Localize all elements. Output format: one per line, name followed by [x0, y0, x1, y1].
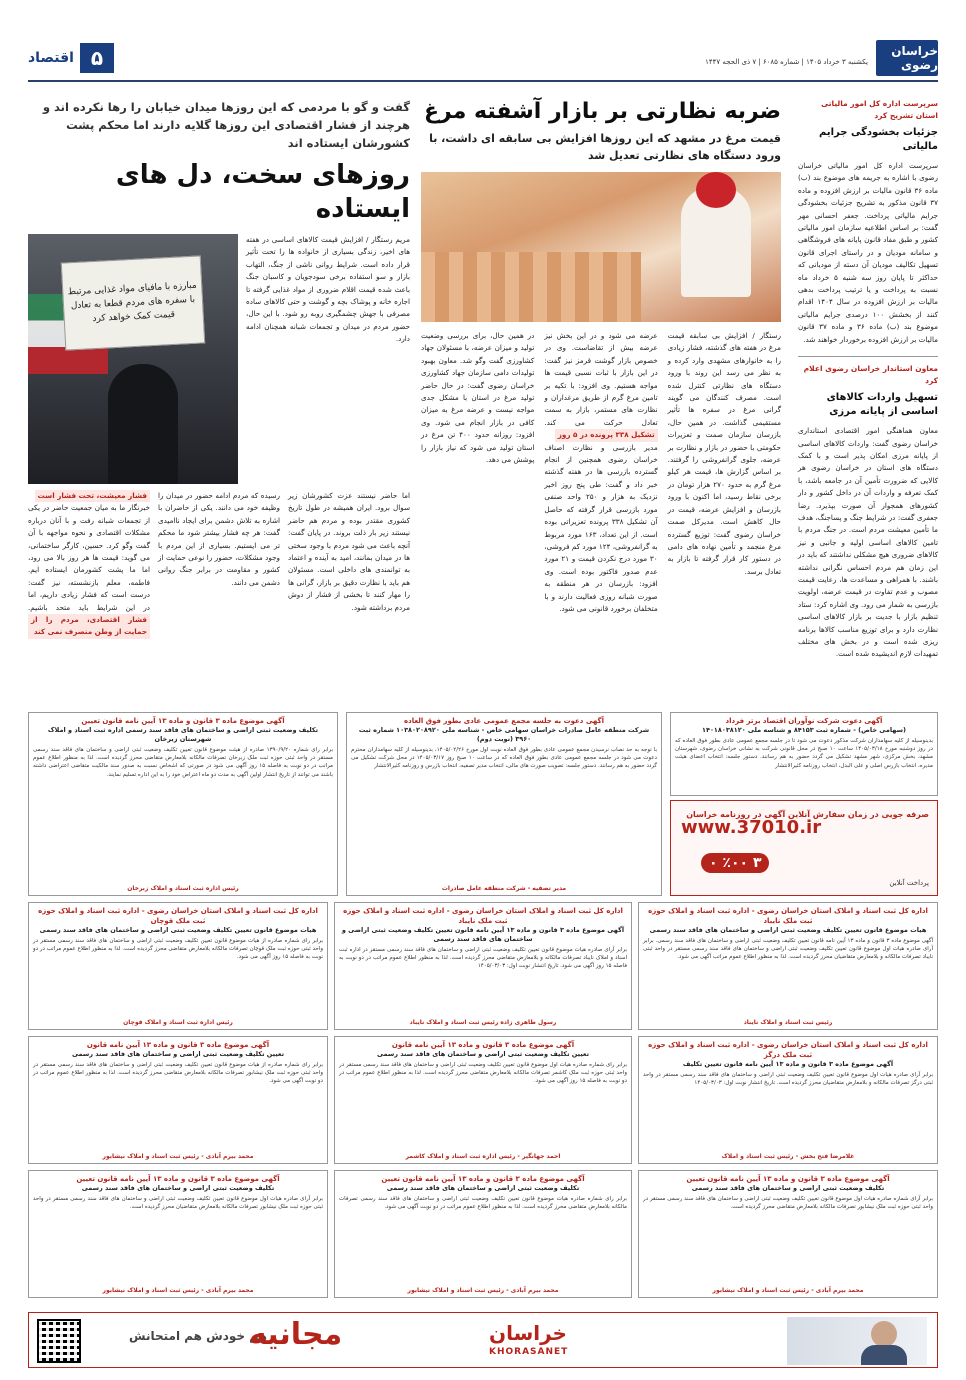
left-column-b1-text: خبرنگار ما به میان جمعیت حاضر در یکی از تجمعات شبانه رفت و با آنان درباره مشکلات اقتصادی و نحوه مواجهه با آن گفت وگو کرد. حسین، کارگر ساختمانی، می گوید: قیمت ها هر روز بالا می رود، اما ما پشت کشورمان ایستاده ایم. فاطمه، معلم بازنشسته، نیز گفت: درست است که فشار زیادی داریم، اما در این شرایط باید متحد باشیم. [28, 503, 150, 612]
ad-box [28, 902, 328, 1030]
ad-body: برابر رای شماره صادره از هیات موضوع قانون تعیین تکلیف وضعیت ثبتی اراضی و ساختمان های فاقد سند رسمی مستقر در واحد ثبتی حوزه ثبت ملک قوچان تصرفات مالکانه بلامعارض متقاضی محرز گردیده است. لذا به منظور اطلاع عموم مراتب در دو نوبت به فاصله ۱۵ روز آگهی می شود. [33, 938, 323, 961]
ad-body: برابر آرای صادره هیات اول موضوع قانون تعیین تکلیف وضعیت ثبتی اراضی و ساختمان های فاقد سند رسمی مستقر در واحد ثبتی درگز تصرفات مالکانه و بلامعارض متقاضیان محرز گردیده است. تاریخ انتشار نوبت اول: ۱۴۰۵/۰۳/۰۳ [643, 1072, 933, 1087]
article-subhead: تشکیل ۳۳۸ پرونده در ۵ روز [555, 429, 658, 441]
ad-footer: غلامرضا فتح بخش - رئیس ثبت اسناد و املاک [721, 1153, 855, 1160]
ad-body: برابر رای شماره ۱۳۹۰/۹/۲۰ صادره از هیئت موضوع قانون تعیین تکلیف وضعیت ثبتی اراضی و ساختمان های فاقد سند رسمی مستقر در واحد ثبتی حوزه ثبت ملک زبرخان تصرفات مالکانه بلامعارض متقاضی محرز گردیده است. لذا به منظور اطلاع عموم مراتب در دو نوبت به فاصله ۱۵ روز آگهی می شود در صورتی که اشخاص نسبت به صدور سند مالکیت متقاضی اعتراضی داشته باشند می توانند از تاریخ انتشار اولین آگهی به مدت دو ماه اعتراض خود را به این اداره تسلیم نمایند. [33, 747, 333, 778]
banner-brand-en: KHORASANET [489, 1347, 569, 1357]
banner-headline: مجانیه [249, 1317, 343, 1352]
ad-subtitle: تعیین تکلیف وضعیت ثبتی اراضی و ساختمان های فاقد سند رسمی [376, 1050, 590, 1058]
left-column-b2: رسیده که مردم ادامه حضور در میدان را وظیفه خود می دانند. یکی از حاضران با اشاره به تلاش دشمن برای ایجاد ناامیدی گفت: هر چه فشار بیشتر شود ما محکم تر می ایستیم. بسیاری از این مردم با وجود مشکلات، حضور را نوعی حمایت از کشور و مقاومت در برابر جنگ روانی دشمن می دانند. [158, 491, 280, 587]
ad-title: آگهی موضوع ماده ۳ قانون و ماده ۱۳ آیین نامه قانون تعیین [381, 1175, 585, 1183]
promo-price: ۳ ٪۰۰ ۰ [701, 853, 769, 873]
left-column-top: مریم رستگار / افزایش قیمت کالاهای اساسی در هفته های اخیر، زندگی بسیاری از خانواده ها را تحت تأثیر قرار داده است. شرایط روانی ناشی از جنگ، التهاب بازار و سو استفاده برخی سودجویان و کاسبان جنگ باعث شده قیمت اقلام ضروری از مواد غذایی گرفته تا اجاره خانه و پوشاک بچه و گوشت و حتی کالاهای ساده مصرفی با جهش چشمگیری روبه رو شود. با این حال، حضور مردم در میدان و تجمعات شبانه همچنان ادامه دارد. [246, 235, 410, 344]
ad-title: اداره کل ثبت اسناد و املاک استان خراسان رضوی - اداره ثبت اسناد و املاک حوزه ثبت ملک نایباد [648, 907, 928, 925]
sidebar-body-1: سرپرست اداره کل امور مالیاتی خراسان رضوی با اشاره به جریمه های موضوع بند (ب) ماده ۳۶ قانون مالیات بر ارزش افزوده و ماده ۳۷ قانون مذکور به تشریح جزئیات بخشودگی جرایم مالیاتی پرداخت. جعفر احسانی مهر گفت: بر اساس اطلاعیه سازمان امور مالیاتی کشور و طبق مفاد قانون پایانه های فروشگاهی و سامانه مودیان و در راستای اجرای قانون تسهیل تکالیف مودیان آن دسته از مودیانی که حداکثر تا پایان روز سه شنبه ۵ خرداد ماه نسبت به پرداخت و یا ترتیب پرداخت بدهی مالیات بر ارزش افزوده در سال ۱۴۰۴ اقدام کنند از بخشش ۱۰۰ درصدی جرایم مالیاتی موضوع بند (ب) ماده ۳۶ و ماده ۳۷ قانون مالیات بر ارزش افزوده برخوردار خواهند شد. [798, 161, 939, 344]
ad-title: آگهی موضوع ماده ۳ قانون و ماده ۱۳ آیین نامه قانون تعیین [76, 1175, 280, 1183]
ad-footer: محمد بیرم آبادی - رئیس ثبت اسناد و املاک نیشابور [407, 1287, 559, 1294]
ad-box [28, 1170, 328, 1298]
promo-label: صرفه جویی در زمان سفارش آنلاین آگهی در روزنامه خراسان [686, 810, 929, 819]
ad-title: اداره کل ثبت اسناد و املاک استان خراسان رضوی - اداره ثبت اسناد و املاک حوزه ثبت ملک نایباد [343, 907, 623, 925]
qr-code-icon[interactable] [37, 1319, 81, 1363]
ad-footer: محمد بیرم آبادی - رئیس ثبت اسناد و املاک نیشابور [102, 1153, 254, 1160]
ad-body: برابر آرای شماره صادره هیات اول موضوع قانون تعیین تکلیف وضعیت ثبتی اراضی و ساختمان های فاقد سند رسمی مستقر در واحد ثبتی حوزه ثبت ملک نیشابور تصرفات مالکانه بلامعارض متقاضی محرز گردیده است. [643, 1196, 933, 1211]
ad-title: آگهی موضوع ماده ۳ قانون و ماده ۱۳ آیین نامه قانون تعیین [81, 717, 285, 725]
ad-subtitle: تعیین تکلیف وضعیت ثبتی اراضی و ساختمان های فاقد سند رسمی [71, 1050, 285, 1058]
ad-footer: محمد بیرم آبادی - رئیس ثبت اسناد و املاک نیشابور [712, 1287, 864, 1294]
sidebar-kicker-2: معاون استاندار خراسان رضوی اعلام کرد [803, 364, 938, 386]
ad-body: با توجه به حد نصاب نرسیدن مجمع عمومی عادی بطور فوق العاده نوبت اول مورخ ۱۴۰۵/۰۲/۲۶، بدینوسیله از کلیه سهامداران محترم دعوت می شود در جلسه مجمع عمومی عادی بطور فوق العاده که در ساعت ۱۰ صبح روز ۱۴۰۵/۰۳/۱۷ در محل شرکت تشکیل می گردد حضور به هم رسانند. دستور جلسه: تصویب صورت های مالی، انتخاب مدیر تصفیه، انتخاب بازرس و روزنامه کثیرالانتشار [351, 747, 657, 770]
bottom-banner-ad[interactable] [28, 1312, 938, 1368]
promo-url[interactable]: www.37010.ir [681, 817, 822, 838]
promo-sub: پرداخت آنلاین [889, 879, 929, 887]
ad-subtitle: آگهی موضوع ماده ۳ قانون و ماده ۱۳ آیین نامه قانون تعیین تکلیف وضعیت ثبتی اراضی و ساختمان های فاقد سند رسمی [341, 926, 625, 943]
ad-subtitle: تکلیف وضعیت ثبتی اراضی و ساختمان های فاقد سند رسمی [386, 1184, 580, 1192]
dateline: یکشنبه ۳ خرداد ۱۴۰۵ | شماره ۶۰۸۵ | ۷ ذی الحجه ۱۴۴۷ [705, 58, 868, 66]
banner-person-image [787, 1317, 927, 1365]
sidebar-body-2: معاون هماهنگی امور اقتصادی استانداری خراسان رضوی گفت: واردات کالاهای اساسی از پایانه مرزی امکان پذیر است و با کمک دستگاه های استان در خراسان رضوی هر کالایی که ضرورت تأمین آن در جامعه باشد، با کمک تعرفه و واردات آن در داخل کشور و دار کشورهای همجوار آن صورت بپذیرد. رضا جعفری گفت: در شرایط جنگ و پساجنگ، هدف ما تأمین معیشت مردم است. در جنگ مردم با تامین کالاهای اساسی اولیه و جانبی و نیز کالاهای ضروری هیچ مشکلی نداشتند که باید در این زمان هم مردم احساس نگرانی نداشته باشند. با همراهی و مساعدت ها، رعایت قیمت مصوب و عدم تفاوت در قیمت عرضه، اولویت بازرسی به شمار می رود. وی اشاره کرد: ستاد تنظیم بازار با جدیت بر بازار کالاهای اساسی نظارت دارد و برای توزیع مناسب کالاها برنامه ریزی شده است و در بخش های مختلف تمهیدات لازم اندیشیده شده است. [798, 426, 938, 659]
ad-title: آگهی دعوت به جلسه مجمع عمومی عادی بطور فوق العاده [403, 717, 605, 725]
ad-box [28, 712, 338, 896]
ad-title: آگهی موضوع ماده ۳ قانون و ماده ۱۳ آیین نامه قانون [86, 1041, 270, 1049]
banner-brand: خراسان [489, 1321, 567, 1345]
article-headline: ضربه نظارتی بر بازار آشفته مرغ [424, 99, 781, 124]
ad-title: اداره کل ثبت اسناد و املاک استان خراسان رضوی - اداره ثبت اسناد و املاک حوزه ثبت ملک قوچان [38, 907, 318, 925]
section-tag [28, 42, 114, 74]
hard-days-article [28, 98, 410, 708]
ad-subtitle: تکلیف وضعیت ثبتی اراضی و ساختمان های فاقد سند رسمی [691, 1184, 885, 1192]
ad-box [334, 1170, 632, 1298]
ad-box [28, 1036, 328, 1164]
masthead [28, 40, 938, 82]
ad-footer: محمد بیرم آبادی - رئیس ثبت اسناد و املاک نیشابور [102, 1287, 254, 1294]
newspaper-logo: خراسان رضوی [876, 40, 938, 76]
article-column-2-text: عرضه می شود و در این بخش نیز عرضه بیش از تقاضاست. وی در خصوص بازار گوشت قرمز نیز گفت: در این بازار با ثبات نسبی قیمت ها مواجه هستیم. وی افزود: با تکیه بر تامین مرغ گرم از طریق مرغداران و نظارت های مستمر، بازار به سمت تعادل حرکت می کند. [544, 331, 658, 427]
ad-title: آگهی موضوع ماده ۳ قانون و ماده ۱۳ آیین نامه قانون تعیین [686, 1175, 890, 1183]
ad-subtitle: هیات موضوع قانون تعیین تکلیف وضعیت ثبتی اراضی و ساختمان های فاقد سند رسمی [649, 926, 927, 934]
ad-subtitle: شرکت منطقه عامل صادرات خراسان سهامی خاص - شناسه ملی ۱۰۳۸۰۲۰۸۹۲۰ شماره ثبت ۳۹۶۰ (نوبت دوم) [358, 726, 650, 743]
article-column-1: رستگار / افزایش بی سابقه قیمت مرغ در هفته های گذشته، فشار زیادی را به خانوارهای مشهدی وارد کرده و به نظر می رسد این روند با ورود دستگاه های نظارتی کنترل شده است. مصرف کنندگان می گویند گرانی مرغ در سفره ها تأثیر مستقیمی گذاشت. در همین حال، بازرسان سازمان صمت و تعزیرات حکومتی با حضور در بازار و نظارت بر عرضه، جلوی گرانفروشی را گرفتند. بر اساس گزارش ها، قیمت هر کیلو مرغ گرم به حدود ۲۷۰ هزار تومان در برخی نقاط رسید، اما اکنون با ورود بازرسان و افزایش عرضه، قیمت در حال کاهش است. مدیرکل صمت خراسان رضوی گفت: توزیع گسترده مرغ منجمد و تأمین نهاده های دامی در دستور کار قرار گرفته تا بازار به تعادل برسد. [667, 331, 781, 576]
ad-footer: رئیس ثبت اسناد و املاک نایباد [743, 1019, 833, 1026]
section-label: اقتصاد [28, 50, 74, 66]
ad-title: آگهی دعوت شرکت نوآوران اقتصاد برتر فرداد [725, 717, 883, 725]
protest-sign: مبارزه با مافیای مواد غذایی مرتبط با سفره های مردم قطعا به تعادل قیمت کمک خواهد کرد [61, 255, 205, 350]
left-subhead-b: فشار اقتصادی، مردم را از حمایت از وطن منصرف نمی کند [28, 614, 150, 639]
ad-footer: رئیس اداره ثبت اسناد و املاک زبرخان [127, 885, 239, 892]
left-subhead-a: فشار معیشت، تحت فشار است [35, 490, 150, 502]
ad-body: برابر رای شماره صادره هیات موضوع قانون تعیین تکلیف وضعیت ثبتی اراضی و ساختمان های فاقد سند رسمی تصرفات مالکانه بلامعارض متقاضی محرز گردیده است. لذا به منظور اطلاع عموم مراتب در دو نوبت آگهی می شود. [339, 1196, 627, 1211]
ad-body: آگهی موضوع ماده ۳ قانون و ماده ۱۳ آیین نامه قانون تعیین تکلیف وضعیت ثبتی اراضی و ساختمان های فاقد سند رسمی. برابر آرای صادره هیات اول موضوع قانون تعیین تکلیف وضعیت ثبتی اراضی و ساختمان های فاقد سند رسمی مستقر در واحد ثبتی نایباد تصرفات مالکانه و بلامعارض متقاضیان محرز گردیده است. لذا به منظور اطلاع عموم مراتب آگهی می شود. [643, 938, 933, 961]
left-column-b1 [28, 490, 150, 639]
online-ad-promo[interactable] [670, 800, 938, 896]
article-column-3: در همین حال، برای بررسی وضعیت تولید و میزان عرضه، با مسئولان جهاد کشاورزی گفت وگو شد. معاون بهبود تولیدات دامی سازمان جهاد کشاورزی خراسان رضوی گفت: در حال حاضر تولید مرغ در استان با مشکل جدی مواجه نیست و عرضه مرغ به میزان کافی در بازار انجام می شود. وی افزود: روزانه حدود ۴۰۰ تن مرغ در استان تولید می شود که نیاز بازار را پوشش می دهد. [421, 331, 535, 465]
classified-ads [28, 712, 938, 1302]
ad-box [334, 902, 632, 1030]
article-headline-left: روزهای سخت، دل های ایستاده [115, 160, 410, 224]
ad-subtitle: آگهی موضوع ماده ۳ قانون و ماده ۱۳ آیین نامه قانون تعیین تکلیف [682, 1060, 894, 1068]
protest-photo [28, 234, 238, 484]
sidebar-title-1: جزئیات بخشودگی جرایم مالیاتی [819, 127, 938, 152]
ad-subtitle: تکلیف وضعیت ثبتی اراضی و ساختمان های فاقد سند رسمی اداره ثبت اسناد و املاک شهرستان زبرخان [47, 726, 319, 743]
ad-body: بدینوسیله از کلیه سهامداران شرکت مذکور دعوت می شود تا در جلسه مجمع عمومی عادی بطور فوق العاده که در روز دوشنبه مورخ ۱۴۰۵/۰۳/۱۸ ساعت ۱۰ صبح در محل قانونی شرکت به نشانی خراسان رضوی، شهرستان مشهد، بخش مرکزی، شهر مشهد تشکیل می گردد حضور به هم رسانند. دستور جلسه: انتخاب اعضای هیئت مدیره، انتخاب بازرس اصلی و علی البدل، انتخاب روزنامه کثیرالانتشار [675, 738, 933, 769]
left-column-b3: اما حاضر نیستند عزت کشورشان زیر سوال برود. ایران همیشه در طول تاریخ کشوری مقتدر بوده و مردم هم حاضر نیستند زیر بار ذلت بروند. در پایان گفت: آنچه باعث می شود مردم با وجود سختی ها در میدان بمانند، امید به آینده و اعتماد به توانمندی های داخلی است. مسئولان هم باید با نظارت دقیق بر بازار، گرانی ها را مهار کنند تا بخشی از فشار از دوش مردم برداشته شود. [288, 491, 410, 612]
ad-subtitle: (سهامی خاص) - شماره ثبت ۸۴۱۵۳ و شناسه ملی ۱۴۰۱۸۰۳۸۱۲۰ [702, 726, 906, 734]
sidebar-news [798, 98, 938, 708]
ad-footer: رئیس اداره ثبت اسناد و املاک قوچان [123, 1019, 233, 1026]
ad-body: برابر آرای صادره هیات اول موضوع قانون تعیین تکلیف وضعیت ثبتی اراضی و ساختمان های فاقد سند رسمی مستقر در واحد ثبتی حوزه ثبت ملک نیشابور تصرفات مالکانه بلامعارض متقاضیان محرز گردیده است. [33, 1196, 323, 1211]
article-column-2b-text: مدیر بازرسی و نظارت اصناف خراسان رضوی همچنین از انجام گسترده بازرسی ها در هفته گذشته خبر داد و گفت: طی پنج روز اخیر نزدیک به هزار و ۲۵۰ واحد صنفی مورد بازرسی قرار گرفته که حاصل آن تشکیل ۳۳۸ پرونده تعزیراتی بوده است. از این تعداد، ۱۶۳ مورد مربوط به گرانفروشی، ۱۲۴ مورد کم فروشی، ۳۰ مورد درج نکردن قیمت و ۲۱ مورد عدم صدور فاکتور بوده است. وی افزود: بازرسان در هر منطقه به صورت شبانه روزی فعالیت دارند و با متخلفان برخورد قانونی می شود. [544, 442, 658, 613]
ad-subtitle: هیات موضوع قانون تعیین تکلیف وضعیت ثبتی اراضی و ساختمان های فاقد سند رسمی [39, 926, 317, 934]
ad-box [670, 712, 938, 796]
ad-box [638, 902, 938, 1030]
article-column-2 [544, 330, 657, 615]
banner-slogan: هم خودش هم امتحانش [129, 1329, 267, 1343]
ad-box [334, 1036, 632, 1164]
ad-footer: مدیر تصفیه - شرکت منطقه عامل صادرات [441, 885, 567, 892]
sidebar-title-2: تسهیل واردات کالاهای اساسی از پایانه مرزی [826, 392, 938, 418]
ad-subtitle: تکلیف وضعیت ثبتی اراضی و ساختمان های فاقد سند رسمی [81, 1184, 275, 1192]
chicken-market-photo [421, 172, 781, 322]
chicken-market-article [421, 98, 781, 708]
ad-box [638, 1170, 938, 1298]
page-number: ۵ [80, 43, 114, 73]
ad-box [638, 1036, 938, 1164]
sidebar-divider [798, 356, 938, 357]
sidebar-kicker-1: سرپرست اداره کل امور مالیاتی استان تشریح کرد [821, 99, 938, 120]
article-lead: قیمت مرغ در مشهد که این روزها افزایش بی سابقه ای داشت، با ورود دستگاه های نظارتی تعدیل شد [429, 132, 781, 162]
ad-footer: احمد جهانگیر - رئیس اداره ثبت اسناد و املاک کاشمر [405, 1153, 561, 1160]
ad-body: برابر رای شماره صادره از هیات موضوع قانون تعیین تکلیف وضعیت ثبتی اراضی و ساختمان های فاقد سند رسمی مستقر در واحد ثبتی حوزه ثبت ملک نیشابور تصرفات مالکانه بلامعارض متقاضی محرز گردیده است. لذا به منظور اطلاع عموم مراتب در دو نوبت آگهی می شود. [33, 1062, 323, 1085]
ad-title: اداره کل ثبت اسناد و املاک استان خراسان رضوی - اداره ثبت اسناد و املاک حوزه ثبت ملک درگز [648, 1041, 928, 1059]
ad-footer: رسول طاهری زاده رئیس ثبت اسناد و املاک نایباد [409, 1019, 557, 1026]
ad-body: برابر رای شماره صادره هیات اول موضوع قانون تعیین تکلیف وضعیت ثبتی اراضی و ساختمان های فاقد سند رسمی مستقر در واحد ثبتی حوزه ثبت ملک کاشمر تصرفات مالکانه بلامعارض متقاضی محرز گردیده است. لذا به منظور اطلاع عموم مراتب در دو نوبت به فاصله ۱۵ روز آگهی می شود. [339, 1062, 627, 1085]
ad-body: برابر آرای صادره هیات موضوع قانون تعیین تکلیف وضعیت ثبتی اراضی و ساختمان های فاقد سند رسمی مستقر در اداره ثبت اسناد و املاک نایباد تصرفات مالکانه و بلامعارض متقاضی محرز گردیده است. لذا به منظور اطلاع عموم مراتب در دو نوبت به فاصله ۱۵ روز آگهی می شود. تاریخ انتشار نوبت اول: ۱۴۰۵/۰۳/۰۳ [339, 947, 627, 970]
article-upper-title: گفت و گو با مردمی که این روزها میدان خیابان را رها نکرده اند و هرچند از فشار اقتصادی این روزها گلایه دارند اما محکم پشت کشورشان ایستاده اند [42, 100, 410, 150]
ad-box [346, 712, 662, 896]
ad-title: آگهی موضوع ماده ۳ قانون و ماده ۱۳ آیین نامه قانون [391, 1041, 575, 1049]
